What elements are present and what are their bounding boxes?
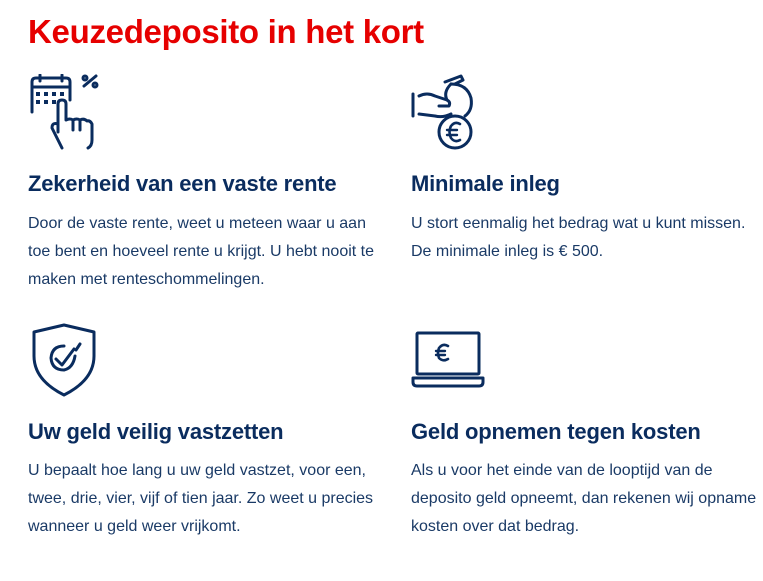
feature-description: U bepaalt hoe lang u uw geld vastzet, voor een, twee, drie, vier, vijf of tien jaar. Zo weet u precies wanneer u geld weer vrijkomt.	[28, 462, 374, 535]
feature-description: Door de vaste rente, weet u meteen waar u aan toe bent en hoeveel rente u krijgt. U hebt nooit te maken met renteschommelingen.	[28, 215, 375, 288]
laptop-euro-icon	[411, 322, 487, 392]
page-title: Keuzedeposito in het kort	[28, 13, 424, 50]
feature-title: Zekerheid van een vaste rente	[28, 171, 337, 196]
feature-title: Uw geld veilig vastzetten	[28, 419, 284, 444]
feature-description: Als u voor het einde van de looptijd van de deposito geld opneemt, dan rekenen wij opname kosten over dat bedrag.	[411, 462, 757, 535]
calendar-percent-icon	[28, 74, 100, 150]
hand-moneybag-euro-icon	[411, 74, 483, 150]
feature-description: U stort eenmalig het bedrag wat u kunt missen. De minimale inleg is € 500.	[411, 215, 746, 260]
feature-title: Geld opnemen tegen kosten	[411, 419, 701, 444]
shield-check-icon	[28, 322, 100, 398]
feature-title: Minimale inleg	[411, 171, 560, 196]
